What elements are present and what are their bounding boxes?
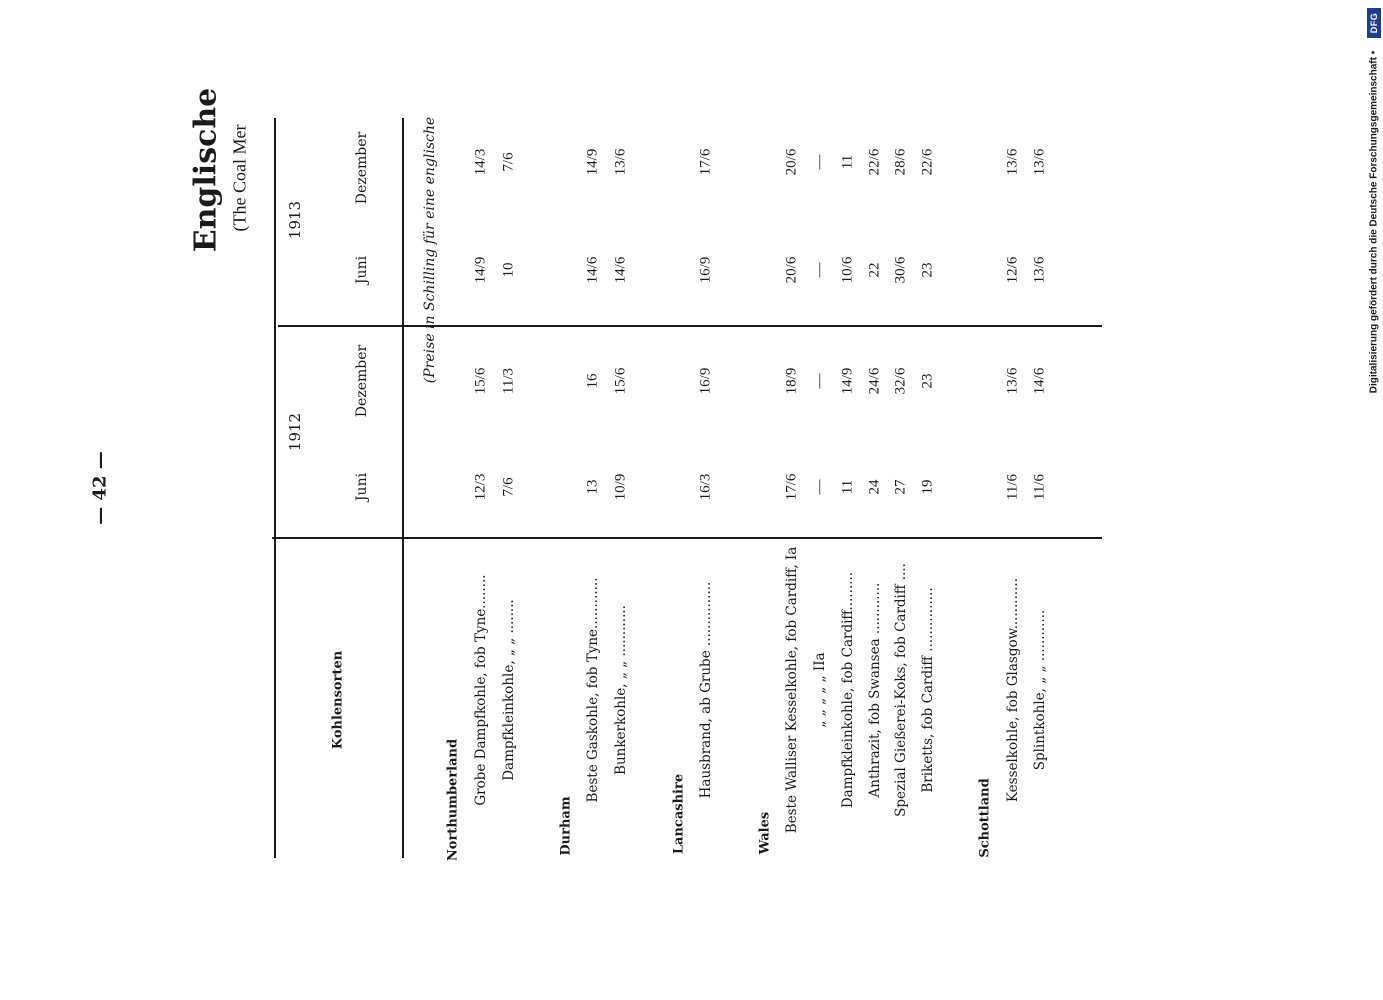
cell-value: 16/9 bbox=[697, 367, 714, 395]
table-left-rule bbox=[274, 118, 276, 858]
row-label: Splintkohle, „ „ ............ bbox=[1032, 609, 1048, 771]
row-label: Bunkerkohle, „ „ ............ bbox=[613, 605, 629, 775]
cell-value: 14/6 bbox=[612, 256, 629, 284]
cell-value: 28/6 bbox=[892, 148, 909, 176]
cell-value: 11/3 bbox=[500, 367, 517, 395]
digitization-credit: Digitalisierung gefördert durch die Deutsche Forschungsgemeinschaft • bbox=[1368, 50, 1380, 394]
row-label: Beste Walliser Kesselkohle, fob Cardiff, Ia bbox=[784, 546, 800, 834]
year-1912: 1912 bbox=[286, 412, 304, 452]
row-label: Grobe Dampfkohle, fob Tyne........ bbox=[473, 574, 489, 806]
cell-value: 18/9 bbox=[783, 367, 800, 395]
region-wales: Wales bbox=[757, 811, 773, 855]
cell-value: 10/9 bbox=[612, 473, 629, 501]
cell-value: 13/6 bbox=[1031, 256, 1048, 284]
cell-value: 16 bbox=[584, 373, 601, 389]
month-1913-dezember: Dezember bbox=[354, 131, 370, 205]
cell-value: 13/6 bbox=[1031, 148, 1048, 176]
cell-value: — bbox=[811, 262, 828, 278]
month-1912-juni: Juni bbox=[354, 472, 370, 502]
row-label: Beste Gaskohle, fob Tyne............ bbox=[585, 577, 601, 803]
page-number: — 42 — bbox=[89, 451, 111, 525]
cell-value: — bbox=[811, 373, 828, 389]
row-label: Dampfkleinkohle, fob Cardiff......... bbox=[840, 571, 856, 809]
cell-value: 17/6 bbox=[783, 473, 800, 501]
cell-value: 24 bbox=[866, 479, 883, 495]
cell-value: 14/6 bbox=[1031, 367, 1048, 395]
cell-value: 11/6 bbox=[1031, 473, 1048, 501]
cell-value: 19 bbox=[919, 479, 936, 495]
cell-value: 10 bbox=[500, 262, 517, 278]
cell-value: 13/6 bbox=[1004, 367, 1021, 395]
cell-value: 17/6 bbox=[697, 148, 714, 176]
region-lancashire: Lancashire bbox=[671, 773, 687, 855]
row-label: Dampfkleinkohle, „ „ ........ bbox=[501, 599, 517, 781]
cell-value: 12/6 bbox=[1004, 256, 1021, 284]
row-label: Spezial Gießerei-Koks, fob Cardiff .... bbox=[893, 563, 909, 817]
cell-value: 7/6 bbox=[500, 477, 517, 497]
year-divider-rule bbox=[278, 325, 1102, 327]
cell-value: 14/3 bbox=[472, 148, 489, 176]
region-durham: Durham bbox=[558, 796, 574, 856]
cell-value: 23 bbox=[919, 262, 936, 278]
cell-value: 22/6 bbox=[866, 148, 883, 176]
cell-value: 14/6 bbox=[584, 256, 601, 284]
page-subtitle: (The Coal Mer bbox=[229, 124, 250, 232]
row-label: Kesselkohle, fob Glasgow............ bbox=[1005, 577, 1021, 803]
cell-value: 11 bbox=[839, 154, 856, 170]
column-header-kohlensorten: Kohlensorten bbox=[330, 650, 346, 750]
header-bottom-rule bbox=[402, 118, 404, 858]
cell-value: 24/6 bbox=[866, 367, 883, 395]
cell-value: 14/9 bbox=[839, 367, 856, 395]
year-1913: 1913 bbox=[286, 200, 304, 240]
cell-value: 22 bbox=[866, 262, 883, 278]
row-label: „ „ „ „ „ IIa bbox=[812, 652, 828, 728]
dfg-logo bbox=[1367, 8, 1381, 38]
unit-note: (Preise in Schilling für eine englische bbox=[422, 116, 438, 384]
cell-value: 20/6 bbox=[783, 256, 800, 284]
cell-value: 13/6 bbox=[612, 148, 629, 176]
cell-value: 16/9 bbox=[697, 256, 714, 284]
cell-value: 32/6 bbox=[892, 367, 909, 395]
page-title: Englische bbox=[188, 87, 224, 253]
cell-value: 10/6 bbox=[839, 256, 856, 284]
month-1912-dezember: Dezember bbox=[354, 344, 370, 418]
cell-value: 12/3 bbox=[472, 473, 489, 501]
cell-value: 22/6 bbox=[919, 148, 936, 176]
cell-value: 15/6 bbox=[612, 367, 629, 395]
cell-value: 13/6 bbox=[1004, 148, 1021, 176]
cell-value: 30/6 bbox=[892, 256, 909, 284]
row-label: Anthrazit, fob Swansea ............ bbox=[867, 582, 883, 798]
cell-value: 7/6 bbox=[500, 152, 517, 172]
row-label: Hausbrand, ab Grube ............... bbox=[698, 581, 714, 799]
cell-value: 16/3 bbox=[697, 473, 714, 501]
cell-value: — bbox=[811, 479, 828, 495]
region-northumberland: Northumberland bbox=[445, 738, 461, 862]
cell-value: 14/9 bbox=[584, 148, 601, 176]
cell-value: — bbox=[811, 154, 828, 170]
row-label: Briketts, fob Cardiff ............... bbox=[920, 587, 936, 793]
cell-value: 27 bbox=[892, 479, 909, 495]
region-schottland: Schottland bbox=[977, 778, 993, 858]
cell-value: 14/9 bbox=[472, 256, 489, 284]
cell-value: 23 bbox=[919, 373, 936, 389]
cell-value: 13 bbox=[584, 479, 601, 495]
cell-value: 15/6 bbox=[472, 367, 489, 395]
month-1913-juni: Juni bbox=[354, 255, 370, 285]
table-top-rule bbox=[272, 537, 1102, 539]
cell-value: 20/6 bbox=[783, 148, 800, 176]
cell-value: 11 bbox=[839, 479, 856, 495]
dfg-logo-text: DFG bbox=[1369, 12, 1379, 34]
cell-value: 11/6 bbox=[1004, 473, 1021, 501]
